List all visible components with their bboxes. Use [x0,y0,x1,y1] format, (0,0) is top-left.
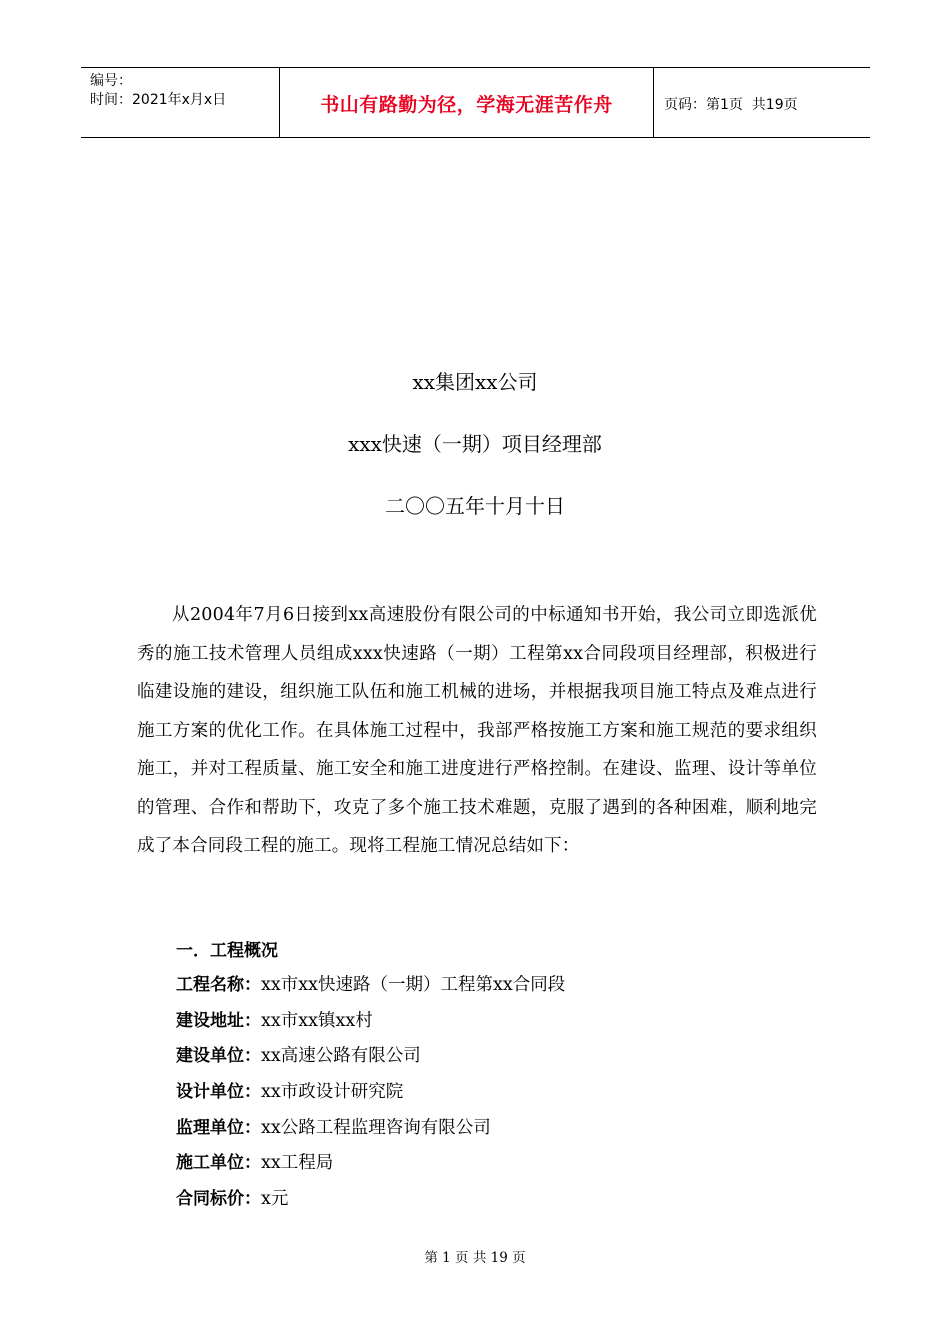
list-item [176,1111,565,1147]
header-motto: 书山有路勤为径，学海无涯苦作舟 [320,94,613,116]
list-item [176,1075,565,1111]
list-item [176,1004,565,1040]
info-label: 设计单位： [176,1082,261,1103]
info-value: xx市xx快速路（一期）工程第xx合同段 [261,975,566,995]
info-value: xx市政设计研究院 [261,1082,404,1103]
page-footer [0,1246,950,1266]
header-motto-cell [280,68,654,137]
info-value: xx公路工程监理咨询有限公司 [261,1117,491,1138]
info-label: 建设单位： [176,1046,261,1067]
info-label: 工程名称： [176,975,261,995]
info-label: 合同标价： [176,1189,261,1210]
header-page-cell [654,68,870,137]
info-label: 监理单位： [176,1117,261,1138]
department-name: xxx快速（一期）项目经理部 [348,432,602,456]
list-item [176,1146,565,1182]
info-value: xx市xx镇xx村 [261,1010,373,1031]
info-label: 建设地址： [176,1010,261,1031]
page-header [81,67,870,138]
list-item [176,1039,565,1075]
document-date: 二〇〇五年十月十日 [385,494,565,518]
header-meta-cell [81,68,280,137]
header-page-info: 页码：第1页 共19页 [664,96,798,113]
project-info-list [176,968,565,1218]
info-value: x元 [261,1189,289,1210]
list-item [176,968,565,1004]
info-value: xx高速公路有限公司 [261,1046,421,1067]
info-label: 施工单位： [176,1153,261,1174]
document-number-label: 编号： [90,73,132,89]
company-name: xx集团xx公司 [412,370,538,394]
list-item [176,1182,565,1218]
intro-paragraph: 从2004年7月6日接到xx高速股份有限公司的中标通知书开始，我公司立即选派优秀的施工技术管理人员组成xxx快速路（一期）工程第xx合同段项目经理部，积极进行临建设施的建设，组织施工队伍和施工机械的进场，并根据我项目施工特点及难点进行施工方案的优化工作。在具体施工过程中，我部严格按施工方案和施工规范的要求组织施工，并对工程质量、施工安全和施工进度进行严格控制。在建设、监理、设计等单位的管理、合作和帮助下，攻克了多个施工技术难题，克服了遇到的各种困难，顺利地完成了本合同段工程的施工。现将工程施工情况总结如下： [137,605,817,856]
document-time-label: 时间：2021年x月x日 [90,92,227,108]
info-value: xx工程局 [261,1153,334,1174]
footer-page-number: 第 1 页 共 19 页 [424,1250,526,1266]
section-heading: 一．工程概况 [176,941,278,961]
